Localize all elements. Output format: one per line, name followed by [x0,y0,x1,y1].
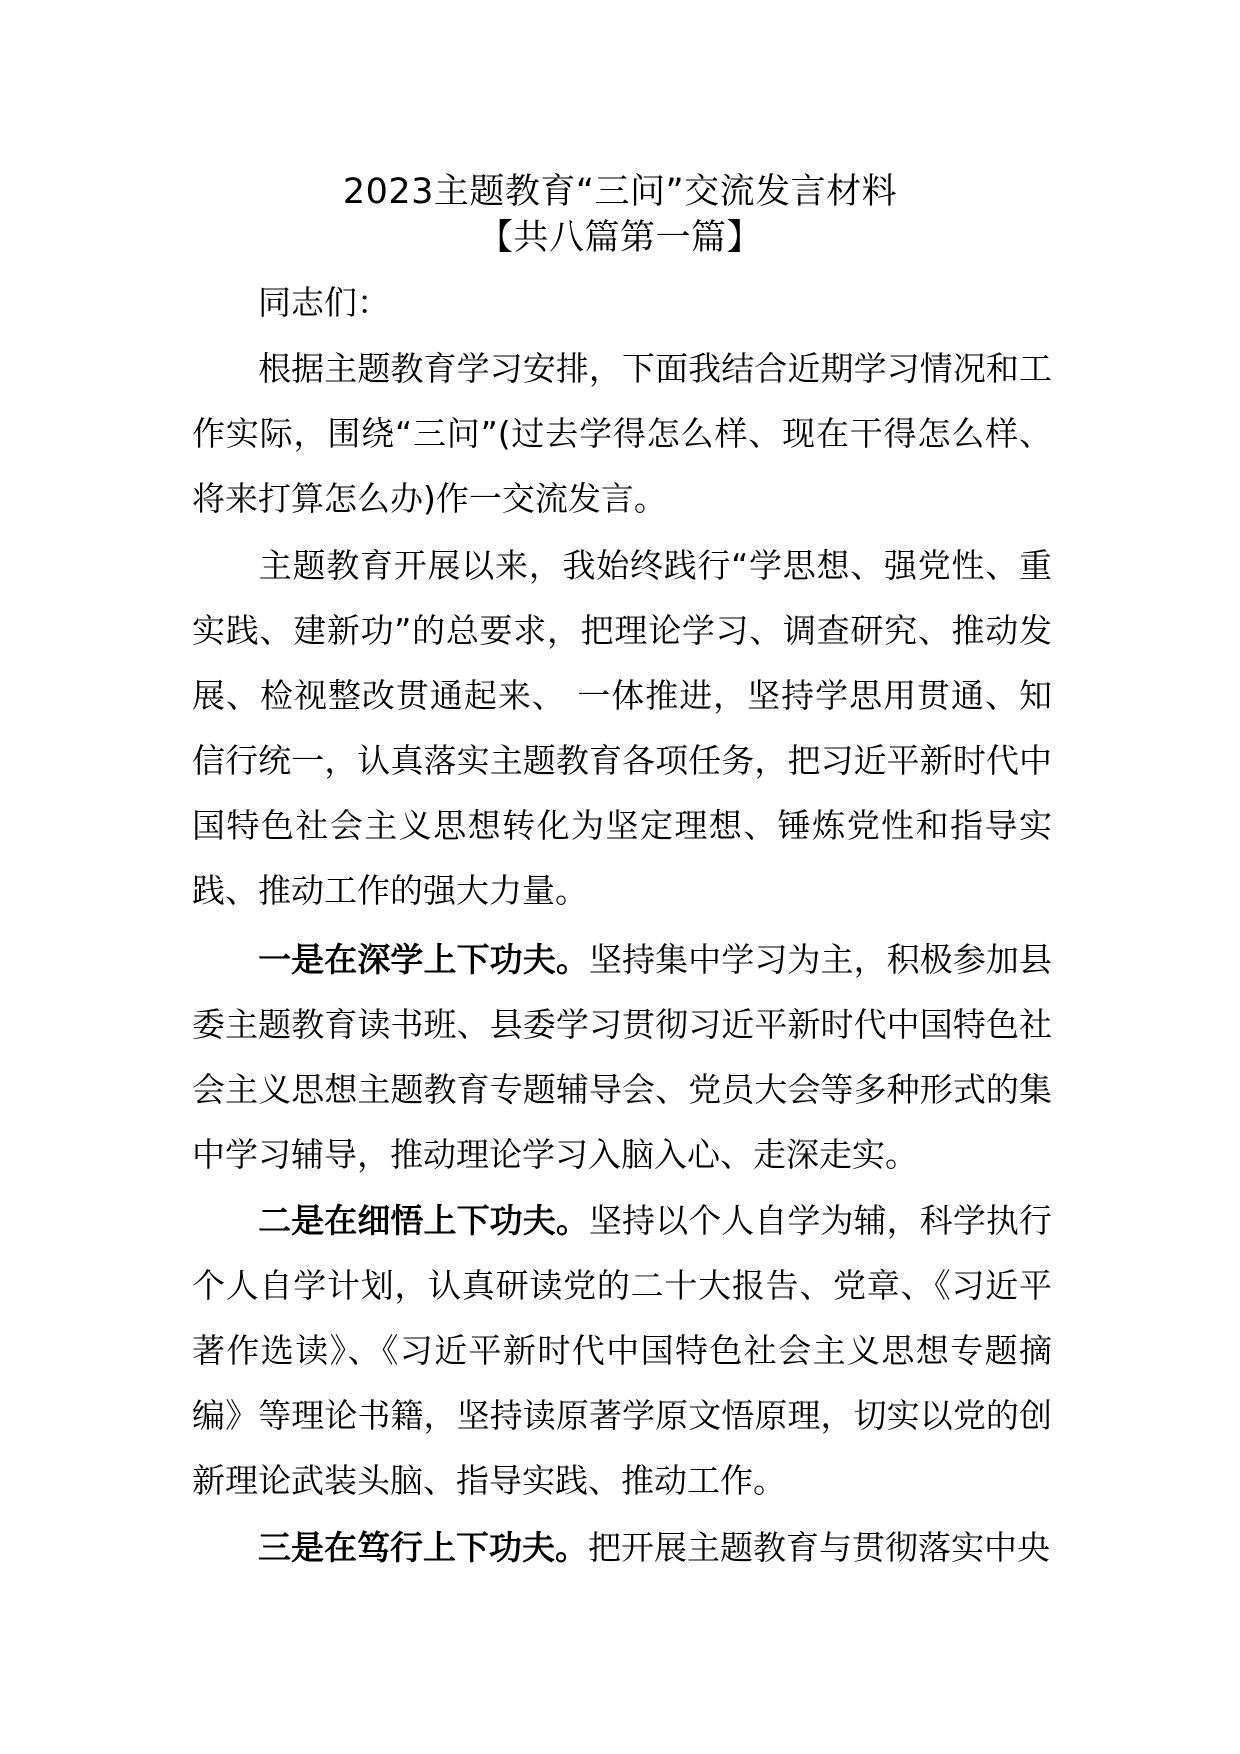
paragraph-text: 坚持以个人自学为辅，科学执行个人自学计划，认真研读党的二十大报告、党章、《习近平著作选读》、《习近平新时代中国特色社会主义思想专题摘编》等理论书籍，坚持读原著学原文悟原理，切实以党的创新理论武装头脑、指导实践、推动工作。 [192,1201,1053,1500]
paragraph-lead: 三是在笃行上下功夫。 [258,1528,588,1567]
paragraph-lead: 一是在深学上下功夫。 [258,940,589,979]
paragraph-text: 主题教育开展以来，我始终践行“学思想、强党性、重实践、建新功”的总要求，把理论学习、调查研究、推动发展、检视整改贯通起来、 一体推进，坚持学思用贯通、知信行统一，认真落实主题教育各项任务，把习近平新时代中国特色社会主义思想转化为坚定理想、锤炼党性和指导实践、推动工作的强大力量。 [192,546,1052,910]
paragraph [192,927,1052,1187]
paragraph [192,336,1052,531]
paragraph [192,1188,1052,1513]
paragraph-text: 根据主题教育学习安排，下面我结合近期学习情况和工作实际，围绕“三问”(过去学得怎么样、现在干得怎么样、将来打算怎么办)作一交流发言。 [192,349,1052,518]
paragraph-text: 把开展主题教育与贯彻落实中央 [588,1528,1050,1567]
paragraph-lead: 二是在细悟上下功夫。 [258,1201,589,1240]
document-subtitle: 【共八篇第一篇】 [477,218,762,258]
paragraph-text: 坚持集中学习为主，积极参加县委主题教育读书班、县委学习贯彻习近平新时代中国特色社会主义思想主题教育专题辅导会、党员大会等多种形式的集中学习辅导，推动理论学习入脑入心、走深走实。 [192,940,1053,1174]
salutation-text: 同志们： [258,283,390,322]
salutation [192,270,1052,335]
paragraph [192,1515,1052,1580]
paragraph [192,533,1052,923]
document-title: 2023主题教育“三问”交流发言材料 [342,172,898,212]
